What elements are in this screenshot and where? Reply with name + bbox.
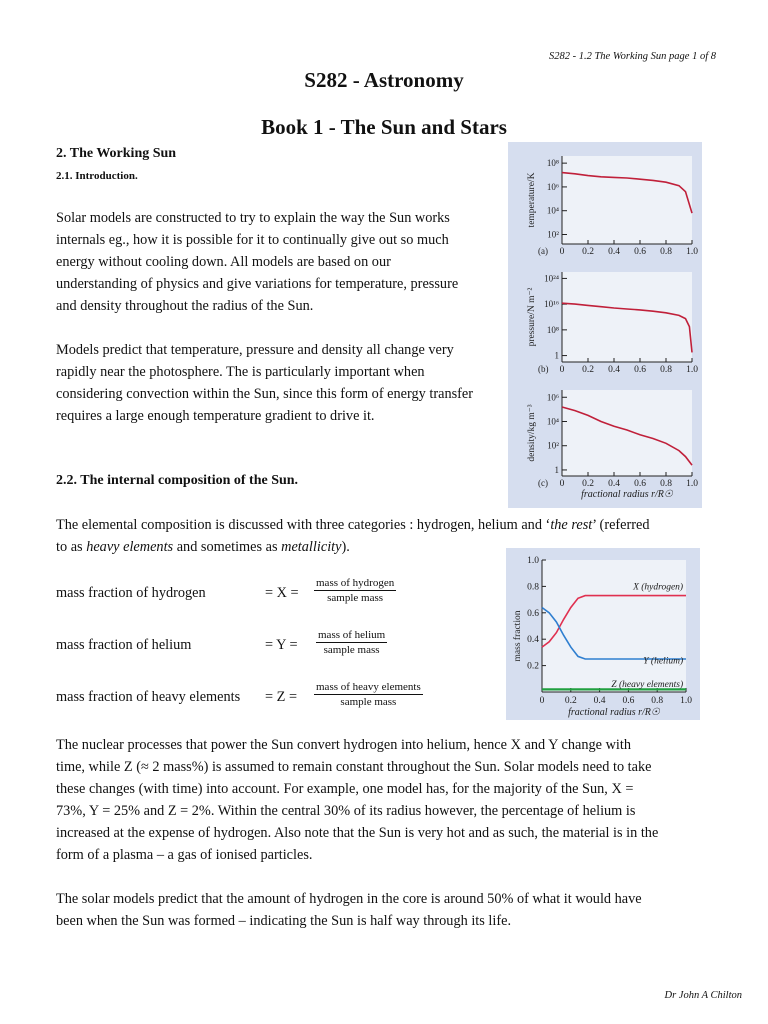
hydrogen-core-paragraph: The solar models predict that the amount of hydrogen in the core is around 50% of what it would have been when the Sun was formed – indicating the Sun is half way through its life. [56, 891, 642, 929]
x-tick-label: 1.0 [686, 479, 698, 489]
y-tick-label: 10⁴ [546, 416, 559, 427]
y-tick-label: 10⁸ [546, 158, 559, 169]
x-tick-label: 0.2 [582, 479, 594, 489]
intro-paragraph-1: Solar models are constructed to try to explain the way the Sun works internals eg., how it is possible for it to continually give out so much energy without cooling down. All models are based on our understanding of physics and give variations for temperature, pressure and density throughout the radius of the Sun. [56, 210, 459, 314]
panel-label: (b) [538, 364, 549, 374]
intro-paragraph-2: Models predict that temperature, pressure and density all change very rapidly near the photosphere. The is particularly important when considering convection within the Sun, since this form of energy transfer requires a large enough temperature gradient to drive it. [56, 342, 474, 424]
eq-heavy-label: mass fraction of heavy elements [56, 689, 241, 705]
y-tick-label: 10² [547, 229, 559, 240]
plot-area [562, 156, 692, 244]
y-tick-label: 0.6 [527, 608, 539, 619]
composition-heading: 2.2. The internal composition of the Sun. [56, 473, 299, 488]
y-tick-label: 0.4 [527, 635, 539, 646]
subsection-intro-heading: 2.1. Introduction. [56, 170, 138, 182]
x-axis-label: fractional radius r/R☉ [581, 489, 673, 500]
x-tick-label: 0.4 [608, 479, 620, 489]
x-tick-label: 0.4 [593, 696, 606, 706]
eq-helium-fraction: mass of helium sample mass [318, 629, 386, 656]
x-tick-label: 0 [559, 479, 565, 489]
series-label: X (hydrogen) [633, 582, 684, 593]
x-tick-label: 0.6 [634, 479, 646, 489]
y-tick-label: 10² [547, 440, 559, 451]
panel-label: (a) [538, 246, 548, 256]
composition-paragraph: The elemental composition is discussed with three categories : hydrogen, helium and ‘the rest’ (referred to as heavy elements and sometimes as metallicity). [56, 517, 650, 555]
eq-heavy-symbol: = Z = [265, 689, 298, 705]
x-tick-label: 0.8 [651, 696, 664, 706]
x-tick-label: 1.0 [680, 696, 692, 706]
y-axis-label: temperature/K [527, 172, 537, 228]
y-tick-label: 0.8 [527, 582, 539, 593]
y-tick-label: 10⁴ [546, 205, 559, 216]
x-tick-label: 0 [559, 365, 565, 375]
plot-area [562, 390, 692, 476]
eq-hydrogen-label: mass fraction of hydrogen [56, 585, 206, 601]
author-footer: Dr John A Chilton [664, 990, 742, 1001]
x-tick-label: 0.6 [622, 696, 635, 706]
plot-area [542, 560, 686, 692]
y-tick-label: 10⁶ [546, 181, 559, 192]
x-tick-label: 0.6 [634, 247, 646, 257]
series-label: Z (heavy elements) [611, 680, 684, 691]
x-tick-label: 1.0 [686, 247, 698, 257]
y-axis-label: pressure/N m⁻² [527, 287, 537, 347]
solar-structure-charts [508, 142, 702, 508]
series-label: Y (helium) [643, 656, 684, 667]
y-tick-label: 10²⁴ [544, 273, 559, 284]
plot-area [562, 272, 692, 362]
x-tick-label: 0 [539, 696, 545, 706]
y-tick-label: 1 [554, 464, 559, 475]
eq-heavy-fraction: mass of heavy elements sample mass [316, 681, 421, 708]
nuclear-paragraph: The nuclear processes that power the Sun convert hydrogen into helium, hence X and Y change with time, while Z (≈ 2 mass%) is assumed to remain constant throughout the Sun. Solar models need to take these changes (with time) into account. For example, one model has, for the majority of the Sun, X = 73%, Y = 25% and Z = 2%. Within the central 30% of its radius however, the percentage of helium is increased at the expense of hydrogen. Also note that the Sun is very hot and as such, the material is in the form of a plasma – a gas of ionised particles. [56, 737, 659, 863]
x-tick-label: 0.2 [582, 247, 594, 257]
x-tick-label: 0.8 [660, 247, 672, 257]
y-tick-label: 10⁸ [546, 324, 559, 335]
section-heading: 2. The Working Sun [56, 146, 177, 161]
eq-hydrogen-fraction: mass of hydrogen sample mass [316, 577, 395, 604]
course-title: S282 - Astronomy [304, 68, 464, 92]
x-axis-label: fractional radius r/R☉ [568, 707, 660, 718]
x-tick-label: 0.8 [660, 365, 672, 375]
y-tick-label: 10⁶ [546, 392, 559, 403]
book-title: Book 1 - The Sun and Stars [261, 115, 507, 139]
x-tick-label: 0 [559, 247, 565, 257]
panel-label: (c) [538, 478, 548, 488]
eq-hydrogen-symbol: = X = [265, 585, 299, 601]
eq-helium-symbol: = Y = [265, 637, 298, 653]
y-axis-label: density/kg m⁻³ [527, 404, 537, 462]
x-tick-label: 0.8 [660, 479, 672, 489]
x-tick-label: 0.2 [582, 365, 594, 375]
x-tick-label: 0.4 [608, 247, 620, 257]
eq-helium-label: mass fraction of helium [56, 637, 192, 653]
running-head: S282 - 1.2 The Working Sun page 1 of 8 [548, 51, 716, 62]
y-tick-label: 0.2 [527, 661, 539, 672]
y-tick-label: 10¹⁶ [544, 299, 559, 310]
x-tick-label: 0.6 [634, 365, 646, 375]
x-tick-label: 1.0 [686, 365, 698, 375]
x-tick-label: 0.2 [564, 696, 577, 706]
x-tick-label: 0.4 [608, 365, 620, 375]
y-tick-label: 1.0 [527, 556, 539, 566]
y-axis-label: mass fraction [513, 610, 523, 662]
mass-fraction-chart [506, 548, 700, 720]
y-tick-label: 1 [554, 350, 559, 361]
